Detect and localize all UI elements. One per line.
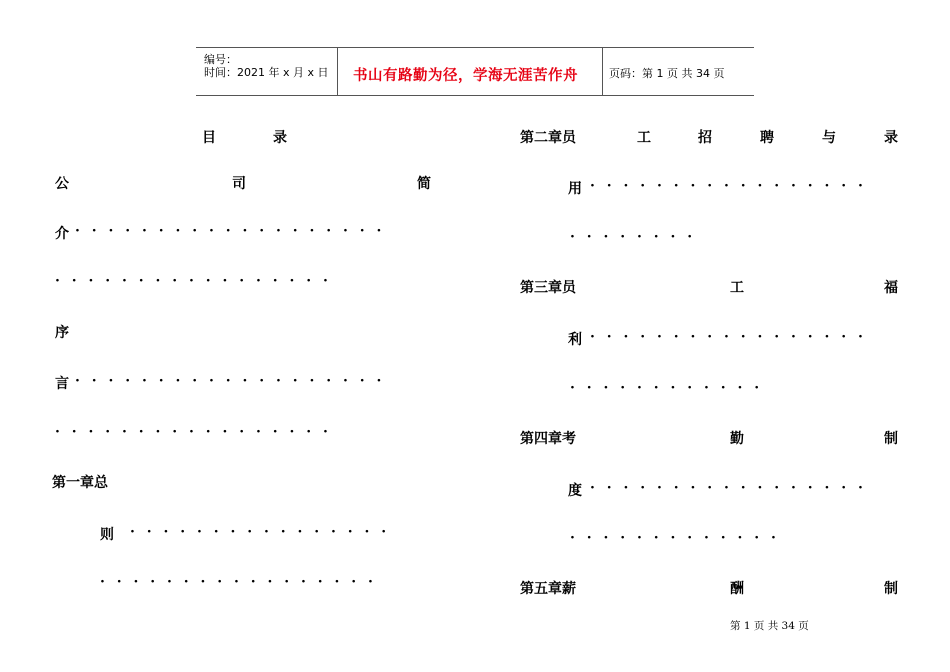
leader-dots: · · · · · · · · · · · · · · · · · [590,329,863,345]
header-top-rule [196,47,754,48]
header-date: 时间：2021 年 x 月 x 日 [204,66,329,79]
toc-entry-chapter2-lead: 第二章员 [520,130,576,146]
toc-entry-chapter3-char: 利 [568,332,582,348]
leader-dots: · · · · · · · · · · · · · · · · · [590,480,863,496]
toc-entry-chapter5-char: 酬 [730,581,744,597]
toc-entry-chapter2-char: 聘 [760,130,774,146]
toc-title-char: 目 [202,130,216,146]
toc-entry-chapter2-char: 招 [698,130,712,146]
toc-entry-chapter4-char: 制 [884,431,898,447]
page-footer: 第 1 页 共 34 页 [730,620,809,632]
leader-dots: · · · · · · · · · · · · · · · · · [590,178,863,194]
toc-entry-chapter3-lead: 第三章员 [520,280,576,296]
toc-entry-chapter2-char: 与 [822,130,836,146]
leader-dots: · · · · · · · · · · · · [570,380,760,396]
header-divider [602,47,603,96]
toc-entry-chapter2-char: 用 [568,181,582,197]
toc-entry-chapter1-title: 第一章总 [52,475,108,491]
toc-entry-intro-char: 介 [55,226,69,242]
leader-dots: · · · · · · · · · · · · · · · · · [55,273,328,289]
header-code-label: 编号： [204,53,237,66]
toc-entry-chapter4-lead: 第四章考 [520,431,576,447]
leader-dots: · · · · · · · · · · · · · · · · · · · [75,223,382,239]
toc-entry-chapter5-char: 制 [884,581,898,597]
header-page-number: 页码：第 1 页 共 34 页 [609,67,725,80]
toc-entry-intro-char: 公 [55,176,69,192]
toc-entry-preface-char: 言 [55,376,69,392]
leader-dots: · · · · · · · · · · · · · [570,530,776,546]
toc-title-char: 录 [273,130,287,146]
leader-dots: · · · · · · · · · · · · · · · · · · · [75,373,382,389]
toc-entry-intro-char: 司 [232,176,246,192]
toc-entry-chapter2-char: 录 [884,130,898,146]
toc-entry-chapter1-char: 则 [100,527,114,543]
leader-dots: · · · · · · · · · · · · · · · · · [100,574,373,590]
leader-dots: · · · · · · · · · · · · · · · · [130,524,387,540]
toc-entry-intro-char: 简 [417,176,431,192]
page-header [196,47,754,96]
toc-entry-preface-char: 序 [55,325,69,341]
toc-entry-chapter4-char: 度 [568,483,582,499]
leader-dots: · · · · · · · · [570,229,693,245]
leader-dots: · · · · · · · · · · · · · · · · · [55,424,328,440]
header-bottom-rule [196,95,754,96]
header-motto: 书山有路勤为径，学海无涯苦作舟 [353,68,578,84]
toc-entry-chapter3-char: 福 [884,280,898,296]
header-divider [337,47,338,96]
toc-entry-chapter5-lead: 第五章薪 [520,581,576,597]
toc-entry-chapter4-char: 勤 [730,431,744,447]
toc-entry-chapter3-char: 工 [730,280,744,296]
toc-entry-chapter2-char: 工 [637,130,651,146]
